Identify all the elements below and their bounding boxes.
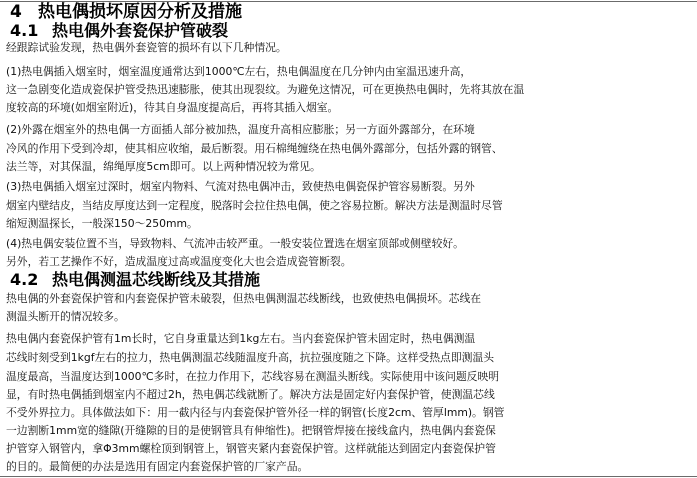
paragraph-line: 的目的。最简便的办法是选用有固定内套瓷保护管的厂家产品。 bbox=[6, 460, 309, 473]
paragraph-line: 缩短测温探长，一般深150～250mm。 bbox=[6, 217, 198, 230]
paragraph-line: (1)热电偶插入烟室时，烟室温度通常达到1000℃左右，热电偶温度在几分钟内由室温迅速升高， bbox=[6, 65, 472, 78]
paragraph-line: 法兰等，对其保温，绵绳厚度5cm即可。以上两种情况较为常见。 bbox=[6, 160, 321, 173]
paragraph-line: 温度最高，当温度达到1000℃多时，在拉力作用下，芯线容易在测温头断线。实际使用中该问题反映明 bbox=[6, 370, 500, 383]
paragraph-line: 热电偶的外套瓷保护管和内套瓷保护管未破裂，但热电偶测温芯线断线，也致使热电偶损坏。芯线在 bbox=[6, 292, 482, 305]
section-number: 4.2 bbox=[10, 270, 39, 289]
bottom-border bbox=[0, 476, 697, 477]
section-title: 热电偶外套瓷保护管破裂 bbox=[52, 21, 229, 40]
paragraph-line: (2)外露在烟室外的热电偶一方面插人部分被加热，温度升高相应膨胀；另一方面外露部分，在环境 bbox=[6, 123, 475, 136]
paragraph-line: 热电偶内套瓷保护管有1m长时，它自身重量达到1kg左右。当内套瓷保护管未固定时，热电偶测温 bbox=[6, 332, 476, 345]
section-heading-4-2 bbox=[10, 270, 260, 289]
paragraph-line: (4)热电偶安装位置不当，导致物料、气流冲击较严重。一般安装位置选在烟室顶部或侧壁较好。 bbox=[6, 237, 464, 250]
paragraph-line: 不受外界拉力。具体做法如下：用一截内径与内套瓷保护管外径一样的钢管(长度2cm、管厚lmm)。钢管 bbox=[6, 406, 505, 419]
paragraph-line: 烟室内壁结皮，当结皮厚度达到一定程度，脱落时会拉住热电偶，使之容易拉断。解决方法是测温时尽管 bbox=[6, 199, 503, 212]
section-number: 4.1 bbox=[10, 21, 39, 40]
paragraph-line: (3)热电偶插入烟室过深时，烟室内物料、气流对热电偶冲击，致使热电偶瓷保护管容易断裂。另外 bbox=[6, 180, 475, 193]
paragraph-line: 另外，若工艺操作不好，造成温度过高或温度变化大也会造成瓷管断裂。 bbox=[6, 255, 352, 268]
paragraph-line: 芯线时刻受到1kgf左右的拉力，热电偶测温芯线随温度升高，抗拉强度随之下降。这样受热点即测温头 bbox=[6, 351, 495, 364]
paragraph-line: 冷风的作用下受到冷却，使其相应收缩，最后断裂。用石棉绳缠绕在热电偶外露部分，包括外露的钢管、 bbox=[6, 142, 503, 155]
paragraph-line: 一边割断1mm宽的缝隙(开缝隙的目的是使钢管具有伸缩性)。把钢管焊接在接线盒内，热电偶内套瓷保 bbox=[6, 424, 496, 437]
paragraph-line: 这一急剧变化造成瓷保护管受热迅速膨胀，使其出现裂纹。为避免这情况，可在更换热电偶时，先将其放在温 bbox=[6, 83, 525, 96]
chapter-heading bbox=[10, 2, 242, 22]
paragraph-line: 显，有时热电偶插到烟室内不超过2h，热电偶芯线就断了。解决方法是固定好内套保护管，使测温芯线 bbox=[6, 388, 495, 401]
chapter-title: 热电偶损坏原因分析及措施 bbox=[38, 2, 242, 22]
section-title: 热电偶测温芯线断线及其措施 bbox=[52, 270, 261, 289]
paragraph-line: 测温头断开的情况较多。 bbox=[6, 310, 125, 323]
chapter-number: 4 bbox=[10, 2, 22, 22]
paragraph-line: 度较高的环境(如烟室附近)，待其自身温度提高后，再将其插入烟室。 bbox=[6, 101, 339, 114]
paragraph-line: 护管穿入钢管内，拿Φ3mm螺栓顶到钢管上，钢管夹紧内套瓷保护管。这样就能达到固定内套瓷保护管 bbox=[6, 442, 496, 455]
section-heading-4-1 bbox=[10, 21, 228, 40]
paragraph-line: 经跟踪试验发现，热电偶外套瓷管的损坏有以下几种情况。 bbox=[6, 41, 287, 54]
